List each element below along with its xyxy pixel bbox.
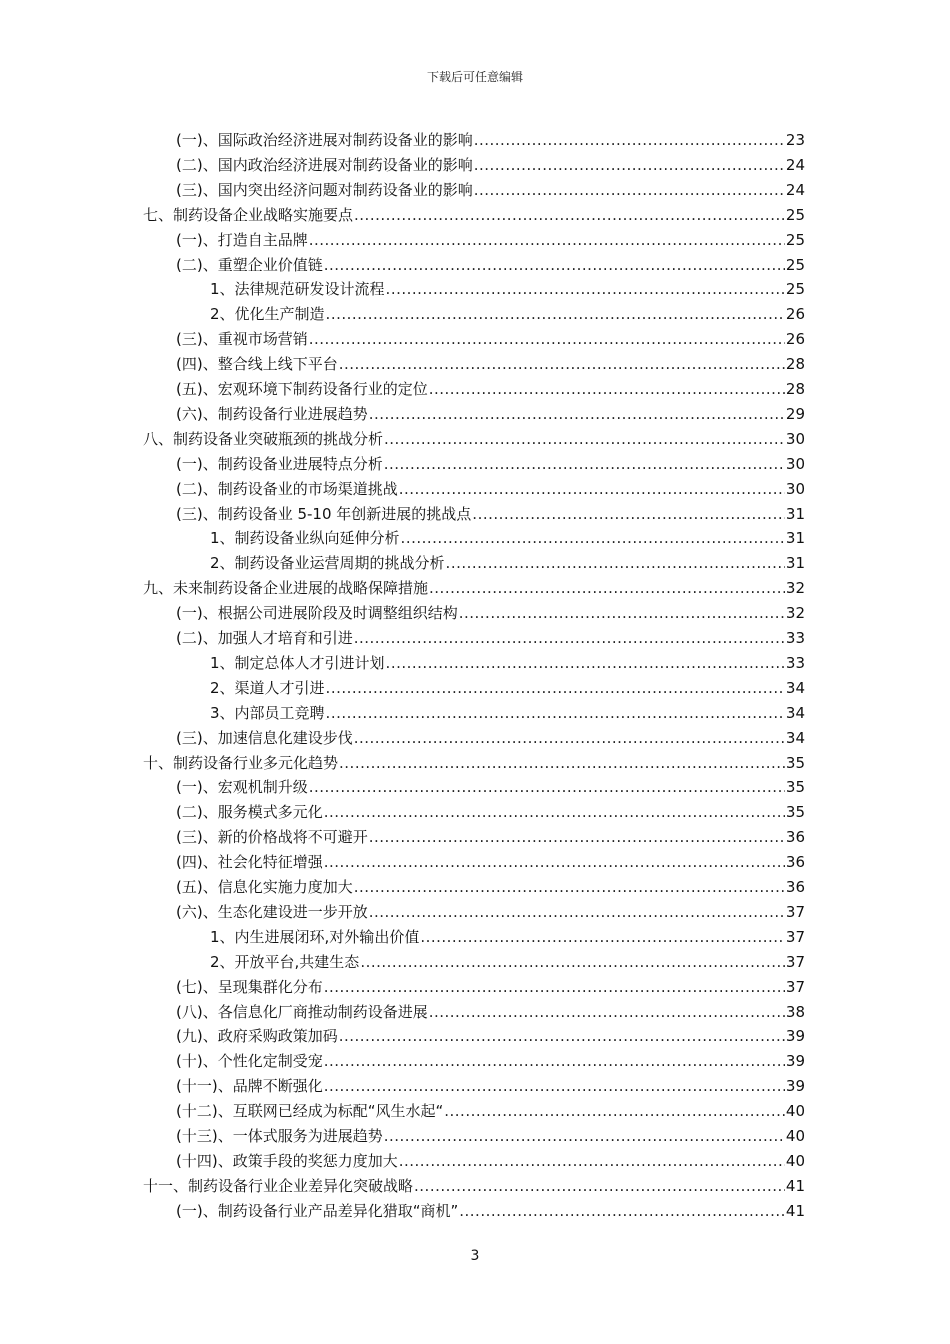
toc-dot-leader xyxy=(324,852,785,872)
toc-entry[interactable] xyxy=(143,749,805,773)
toc-entry[interactable] xyxy=(176,350,805,374)
toc-entry-page: 34 xyxy=(785,678,805,697)
toc-entry[interactable] xyxy=(176,773,805,797)
toc-entry-page: 31 xyxy=(785,504,805,523)
toc-entry-page: 28 xyxy=(785,380,805,398)
toc-entry[interactable] xyxy=(176,500,805,524)
toc-entry-label: (二)、服务模式多元化 xyxy=(176,803,323,822)
toc-entry[interactable] xyxy=(176,251,805,275)
toc-entry[interactable] xyxy=(143,574,805,598)
toc-entry-label: 十、制药设备行业多元化趋势 xyxy=(143,753,339,772)
toc-entry-page: 25 xyxy=(785,255,805,274)
toc-entry-page: 24 xyxy=(785,155,805,174)
toc-entry-label: 九、未来制药设备企业进展的战略保障措施 xyxy=(143,579,429,598)
toc-entry-page: 40 xyxy=(785,1102,805,1121)
toc-entry-label: (一)、制药设备行业产品差异化猎取“商机” xyxy=(176,1201,459,1220)
toc-entry-label: 2、渠道人才引进 xyxy=(210,678,325,697)
toc-dot-leader xyxy=(324,1076,785,1096)
toc-dot-leader xyxy=(326,703,785,723)
toc-entry[interactable] xyxy=(176,1097,805,1121)
toc-entry-label: (十三)、一体式服务为进展趋势 xyxy=(176,1127,383,1145)
toc-entry[interactable] xyxy=(210,524,805,548)
toc-entry-label: (六)、生态化建设进一步开放 xyxy=(176,902,368,921)
toc-entry-label: (一)、根据公司进展阶段及时调整组织结构 xyxy=(176,604,458,623)
toc-entry-label: (二)、重塑企业价值链 xyxy=(176,255,323,274)
toc-entry[interactable] xyxy=(176,724,805,748)
toc-entry-page: 37 xyxy=(785,902,805,921)
toc-entry-label: (四)、整合线上线下平台 xyxy=(176,355,338,374)
toc-entry[interactable] xyxy=(210,275,805,299)
toc-dot-leader xyxy=(360,952,785,972)
toc-entry-page: 41 xyxy=(785,1176,805,1195)
toc-entry-label: (二)、加强人才培育和引进 xyxy=(176,629,353,647)
toc-entry[interactable] xyxy=(176,998,805,1022)
toc-dot-leader xyxy=(459,603,785,623)
toc-dot-leader xyxy=(474,180,785,200)
toc-entry[interactable] xyxy=(176,798,805,822)
toc-entry-label: (五)、宏观环境下制药设备行业的定位 xyxy=(176,380,428,398)
toc-entry-page: 40 xyxy=(785,1127,805,1145)
toc-entry-label: (五)、信息化实施力度加大 xyxy=(176,878,353,896)
toc-dot-leader xyxy=(309,329,785,349)
toc-dot-leader xyxy=(369,902,785,922)
toc-entry-page: 35 xyxy=(785,803,805,822)
toc-entry-label: (二)、国内政治经济进展对制药设备业的影响 xyxy=(176,155,473,174)
toc-dot-leader xyxy=(474,155,785,175)
toc-dot-leader xyxy=(309,777,785,797)
toc-entry-label: (一)、宏观机制升级 xyxy=(176,778,308,797)
toc-dot-leader xyxy=(386,279,785,299)
toc-entry-page: 34 xyxy=(785,703,805,722)
toc-entry-label: (七)、呈现集群化分布 xyxy=(176,977,323,996)
toc-entry-page: 26 xyxy=(785,305,805,324)
toc-entry[interactable] xyxy=(210,923,805,947)
page-number: 3 xyxy=(470,1248,480,1264)
toc-dot-leader xyxy=(324,977,785,997)
toc-dot-leader xyxy=(429,578,785,598)
toc-entry[interactable] xyxy=(176,1147,805,1171)
toc-entry-page: 30 xyxy=(785,479,805,498)
toc-entry-page: 37 xyxy=(785,952,805,971)
toc-dot-leader xyxy=(446,553,785,573)
toc-entry-label: (十四)、政策手段的奖惩力度加大 xyxy=(176,1151,398,1170)
toc-entry-page: 28 xyxy=(785,355,805,374)
toc-entry-page: 25 xyxy=(785,280,805,299)
toc-entry[interactable] xyxy=(143,425,805,449)
toc-entry[interactable] xyxy=(176,973,805,997)
toc-entry-page: 26 xyxy=(785,330,805,349)
toc-entry-label: (三)、国内突出经济问题对制药设备业的影响 xyxy=(176,180,473,199)
toc-dot-leader xyxy=(414,1176,785,1196)
toc-entry-page: 38 xyxy=(785,1002,805,1021)
toc-entry[interactable] xyxy=(176,624,805,648)
toc-entry-page: 25 xyxy=(785,205,805,224)
toc-entry-page: 35 xyxy=(785,778,805,797)
toc-dot-leader xyxy=(384,454,785,474)
toc-entry[interactable] xyxy=(176,325,805,349)
toc-dot-leader xyxy=(309,230,785,250)
toc-entry-page: 40 xyxy=(785,1151,805,1170)
toc-entry-label: (三)、加速信息化建设步伐 xyxy=(176,728,353,747)
toc-entry-page: 37 xyxy=(785,977,805,996)
toc-entry-label: (十一)、品牌不断强化 xyxy=(176,1077,323,1096)
toc-dot-leader xyxy=(384,429,785,449)
toc-entry-page: 39 xyxy=(785,1077,805,1096)
toc-entry-label: 2、优化生产制造 xyxy=(210,305,325,324)
toc-entry-page: 24 xyxy=(785,180,805,199)
toc-entry-page: 33 xyxy=(785,629,805,647)
toc-entry-label: (六)、制药设备行业进展趋势 xyxy=(176,404,368,423)
toc-entry-label: 七、制药设备企业战略实施要点 xyxy=(143,205,354,224)
toc-dot-leader xyxy=(429,1002,785,1022)
toc-entry-label: 3、内部员工竞聘 xyxy=(210,703,325,722)
toc-entry-label: 2、开放平台,共建生态 xyxy=(210,952,360,971)
toc-dot-leader xyxy=(472,504,785,524)
toc-entry-label: (二)、制药设备业的市场渠道挑战 xyxy=(176,479,398,498)
toc-entry-page: 39 xyxy=(785,1027,805,1046)
toc-entry-label: (十)、个性化定制受宠 xyxy=(176,1052,323,1071)
toc-dot-leader xyxy=(354,728,785,748)
toc-entry-label: (四)、社会化特征增强 xyxy=(176,853,323,872)
toc-entry-page: 32 xyxy=(785,579,805,598)
toc-entry-page: 33 xyxy=(785,653,805,672)
toc-entry[interactable] xyxy=(176,1197,805,1221)
toc-dot-leader xyxy=(354,205,785,225)
toc-entry-label: (一)、打造自主品牌 xyxy=(176,230,308,249)
toc-entry[interactable] xyxy=(176,450,805,474)
toc-entry-page: 36 xyxy=(785,878,805,896)
page-header: 下载后可任意编辑 xyxy=(426,70,523,84)
toc-entry[interactable] xyxy=(176,176,805,200)
toc-entry-label: (三)、新的价格战将不可避开 xyxy=(176,828,368,847)
toc-entry[interactable] xyxy=(176,151,805,175)
toc-entry[interactable] xyxy=(210,649,805,673)
toc-dot-leader xyxy=(354,877,785,897)
toc-dot-leader xyxy=(444,1101,785,1121)
toc-entry-page: 30 xyxy=(785,454,805,473)
toc-entry-page: 36 xyxy=(785,828,805,847)
toc-entry[interactable] xyxy=(210,674,805,698)
toc-entry[interactable] xyxy=(143,201,805,225)
toc-dot-leader xyxy=(401,528,785,548)
toc-entry-page: 41 xyxy=(785,1201,805,1220)
toc-entry-page: 35 xyxy=(785,753,805,772)
toc-entry-label: (十二)、互联网已经成为标配“风生水起“ xyxy=(176,1102,444,1121)
toc-dot-leader xyxy=(326,304,785,324)
toc-dot-leader xyxy=(369,827,785,847)
toc-entry-label: (三)、重视市场营销 xyxy=(176,330,308,349)
toc-entry-page: 31 xyxy=(785,554,805,573)
toc-entry-page: 36 xyxy=(785,853,805,872)
toc-entry-label: 八、制药设备业突破瓶颈的挑战分析 xyxy=(143,429,384,448)
toc-entry[interactable] xyxy=(176,126,805,150)
toc-dot-leader xyxy=(339,753,785,773)
toc-entry[interactable] xyxy=(176,1122,805,1146)
toc-entry-label: (一)、制药设备业进展特点分析 xyxy=(176,454,383,473)
toc-entry[interactable] xyxy=(210,549,805,573)
toc-entry-label: 1、内生进展闭环,对外输出价值 xyxy=(210,927,420,946)
toc-entry[interactable] xyxy=(210,699,805,723)
toc-entry-page: 23 xyxy=(785,131,805,149)
toc-entry[interactable] xyxy=(176,1072,805,1096)
toc-entry[interactable] xyxy=(176,599,805,623)
toc-dot-leader xyxy=(459,1201,785,1221)
toc-entry[interactable] xyxy=(176,475,805,499)
toc-entry[interactable] xyxy=(210,300,805,324)
toc-entry[interactable] xyxy=(176,823,805,847)
toc-dot-leader xyxy=(326,678,785,698)
toc-entry-label: 1、法律规范研发设计流程 xyxy=(210,280,385,299)
toc-entry[interactable] xyxy=(176,375,805,399)
toc-entry-label: (九)、政府采购政策加码 xyxy=(176,1027,338,1046)
toc-entry-label: (三)、制药设备业 5-10 年创新进展的挑战点 xyxy=(176,504,472,523)
toc-dot-leader xyxy=(324,802,785,822)
toc-entry[interactable] xyxy=(176,226,805,250)
toc-entry[interactable] xyxy=(176,873,805,897)
toc-dot-leader xyxy=(369,404,785,424)
toc-entry-page: 32 xyxy=(785,604,805,623)
toc-dot-leader xyxy=(339,354,785,374)
toc-entry-page: 30 xyxy=(785,429,805,448)
toc-dot-leader xyxy=(339,1026,785,1046)
toc-dot-leader xyxy=(324,1051,785,1071)
toc-entry-page: 39 xyxy=(785,1052,805,1071)
toc-entry[interactable] xyxy=(176,1022,805,1046)
toc-entry[interactable] xyxy=(210,948,805,972)
toc-entry[interactable] xyxy=(176,400,805,424)
toc-dot-leader xyxy=(474,130,785,150)
toc-dot-leader xyxy=(399,479,785,499)
toc-dot-leader xyxy=(420,927,785,947)
toc-entry[interactable] xyxy=(176,898,805,922)
toc-dot-leader xyxy=(324,255,785,275)
toc-entry-label: 十一、制药设备行业企业差异化突破战略 xyxy=(143,1176,414,1195)
toc-entry-label: 1、制药设备业纵向延伸分析 xyxy=(210,529,400,548)
toc-dot-leader xyxy=(384,1126,785,1146)
toc-dot-leader xyxy=(399,1151,785,1171)
toc-entry-page: 34 xyxy=(785,728,805,747)
toc-entry-page: 37 xyxy=(785,927,805,946)
toc-entry-label: (八)、各信息化厂商推动制药设备进展 xyxy=(176,1002,428,1021)
toc-dot-leader xyxy=(354,628,785,648)
toc-entry-label: 1、制定总体人才引进计划 xyxy=(210,653,385,672)
toc-entry-page: 29 xyxy=(785,404,805,423)
toc-entry-page: 31 xyxy=(785,529,805,548)
toc-entry[interactable] xyxy=(143,1172,805,1196)
toc-entry[interactable] xyxy=(176,848,805,872)
toc-entry-label: 2、制药设备业运营周期的挑战分析 xyxy=(210,554,445,573)
toc-entry[interactable] xyxy=(176,1047,805,1071)
toc-dot-leader xyxy=(386,653,785,673)
toc-entry-label: (一)、国际政治经济进展对制药设备业的影响 xyxy=(176,131,473,149)
toc-dot-leader xyxy=(429,379,785,399)
toc-entry-page: 25 xyxy=(785,230,805,249)
